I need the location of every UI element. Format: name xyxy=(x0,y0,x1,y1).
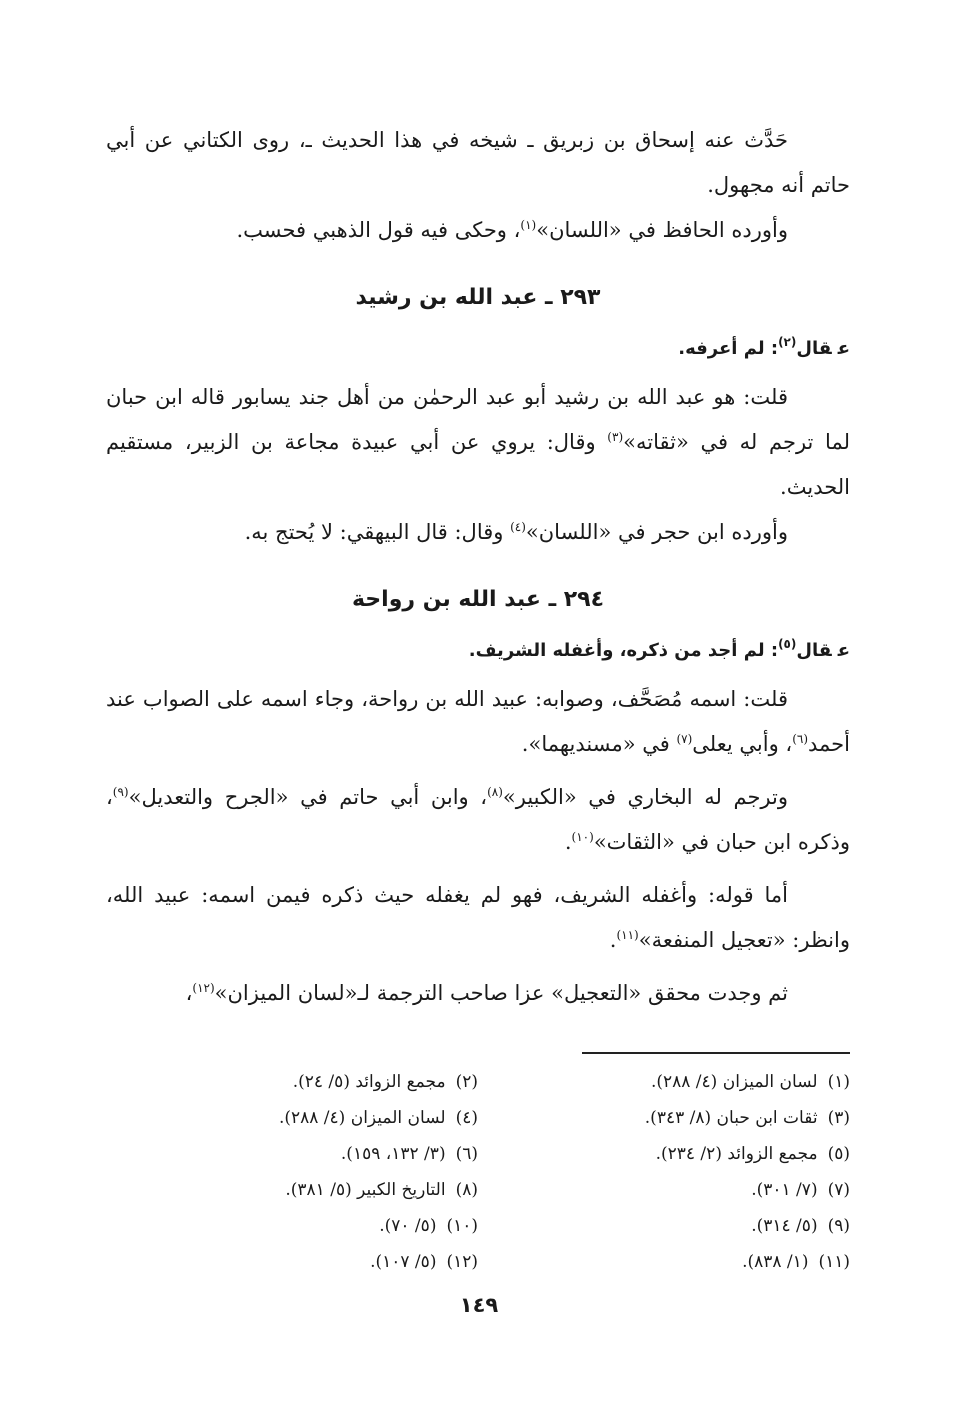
paragraph xyxy=(106,873,850,963)
footnote-ref[interactable]: (١٠) xyxy=(571,830,594,844)
footnote-text: ثقات ابن حبان (٨/ ٣٤٣). xyxy=(644,1108,818,1128)
paragraph xyxy=(106,971,850,1016)
paragraph-text: وأورده ابن حجر في «اللسان» xyxy=(525,520,788,544)
footnote-text: (٣/ ١٣٢، ١٥٩). xyxy=(340,1144,446,1164)
footnote-number: (٣) xyxy=(827,1108,850,1128)
footnote-ref[interactable]: (٩) xyxy=(112,785,129,799)
paragraph-text: قلت: اسمه مُصَحَّف، وصوابه: عبيد الله بن رواحة، وجاء اسمه على الصواب عند أحمد xyxy=(106,687,850,756)
paragraph xyxy=(106,510,850,555)
paragraph-text: ، وذكره ابن حبان في «الثقات» xyxy=(106,785,850,854)
quoted-statement xyxy=(106,329,850,369)
footnote-ref[interactable]: (١٢) xyxy=(192,981,215,995)
footnote-number: (٦) xyxy=(455,1144,478,1164)
footnote-number: (٢) xyxy=(455,1072,478,1092)
footnote-number: (١٠) xyxy=(446,1216,478,1236)
paragraph xyxy=(106,208,850,253)
footnotes xyxy=(106,1064,850,1280)
quote-symbol: ع xyxy=(837,338,850,359)
footnote xyxy=(106,1172,478,1208)
entry-heading-294: ٢٩٤ ـ عبد الله بن رواحة xyxy=(351,587,605,612)
footnote-text: لسان الميزان (٤/ ٢٨٨). xyxy=(650,1072,818,1092)
paragraph xyxy=(106,677,850,767)
footnote-number: (٧) xyxy=(827,1180,850,1200)
quote-symbol: ع xyxy=(837,640,850,661)
paragraph-text: . xyxy=(609,928,617,952)
paragraph-text: قلت: هو عبد الله بن رشيد أبو عبد الرحمٰن من أهل جند يسابور قاله ابن حبان لما ترجم له في «ثقاته» xyxy=(106,385,850,454)
paragraph-text: وترجم له البخاري في «الكبير» xyxy=(502,785,788,809)
footnote xyxy=(106,1064,478,1100)
quote-text: : لم أعرفه. xyxy=(678,338,779,359)
page-number: ١٤٩ xyxy=(459,1293,499,1317)
paragraph xyxy=(106,375,850,510)
paragraph-text: ، وحكى فيه قول الذهبي فحسب. xyxy=(236,218,521,242)
quote-prefix: قال xyxy=(796,338,832,359)
paragraph-text: أما قوله: وأغفله الشريف، فهو لم يغفله حيث ذكره فيمن اسمه: عبيد الله، وانظر: «تعجيل المنفعة» xyxy=(106,883,850,952)
footnote-ref[interactable]: (٧) xyxy=(676,732,693,746)
footnote-text: التاريخ الكبير (٥/ ٣٨١). xyxy=(285,1180,446,1200)
footnote xyxy=(478,1100,850,1136)
footnote xyxy=(478,1172,850,1208)
paragraph-text: ، وأبي يعلى xyxy=(692,732,793,756)
footnote xyxy=(106,1208,478,1244)
paragraph-text: ، xyxy=(185,981,193,1005)
footnote-ref[interactable]: (٣) xyxy=(607,430,624,444)
entry-heading-293: ٢٩٣ ـ عبد الله بن رشيد xyxy=(355,285,601,310)
footnote-ref[interactable]: (٢) xyxy=(778,335,797,349)
paragraph-text: . xyxy=(564,830,572,854)
quote-prefix: قال xyxy=(796,640,832,661)
paragraph xyxy=(106,118,850,208)
footnote-text: مجمع الزوائد (٥/ ٢٤). xyxy=(292,1072,446,1092)
footnote-text: (٧/ ٣٠١). xyxy=(751,1180,818,1200)
footnote-text: لسان الميزان (٤/ ٢٨٨). xyxy=(278,1108,446,1128)
footnote xyxy=(478,1064,850,1100)
paragraph-text: حَدَّث عنه إسحاق بن زبريق ـ شيخه في هذا الحديث ـ، روى الكتاني عن أبي حاتم أنه مجهول. xyxy=(106,128,850,197)
footnote-ref[interactable]: (٨) xyxy=(487,785,503,799)
footnote-number: (٩) xyxy=(827,1216,850,1236)
footnote-ref[interactable]: (١) xyxy=(520,218,537,232)
footnote-text: (٥/ ٧٠). xyxy=(379,1216,437,1236)
footnote-divider xyxy=(582,1052,850,1054)
paragraph-text: وقال: قال البيهقي: لا يُحتج به. xyxy=(244,520,511,544)
footnote xyxy=(106,1100,478,1136)
footnote-ref[interactable]: (٦) xyxy=(792,732,809,746)
footnote-number: (١) xyxy=(827,1072,850,1092)
paragraph-text: في «مسنديهما». xyxy=(521,732,677,756)
footnote xyxy=(106,1244,478,1280)
footnote xyxy=(106,1136,478,1172)
paragraph-text: وقال: يروي عن أبي عبيدة مجاعة بن الزبير، مستقيم الحديث. xyxy=(106,430,850,499)
footnote-text: (١/ ٨٣٨). xyxy=(742,1252,809,1272)
footnote-number: (١٢) xyxy=(446,1252,478,1272)
quoted-statement xyxy=(106,631,850,671)
footnote-text: (٥/ ١٠٧). xyxy=(370,1252,437,1272)
footnote xyxy=(478,1208,850,1244)
footnote-text: (٥/ ٣١٤). xyxy=(751,1216,818,1236)
footnote-number: (٤) xyxy=(455,1108,478,1128)
footnote-ref[interactable]: (١١) xyxy=(616,928,639,942)
footnote-number: (٨) xyxy=(455,1180,478,1200)
footnote-number: (٥) xyxy=(827,1144,850,1164)
footnote-ref[interactable]: (٥) xyxy=(778,637,797,651)
quote-text: : لم أجد من ذكره، وأغفله الشريف. xyxy=(468,640,779,661)
footnote xyxy=(478,1244,850,1280)
paragraph xyxy=(106,775,850,865)
paragraph-text: ، وابن أبي حاتم في «الجرح والتعديل» xyxy=(128,785,488,809)
footnote-ref[interactable]: (٤) xyxy=(510,520,526,534)
paragraph-text: ثم وجدت محقق «التعجيل» عزا صاحب الترجمة لـ«لسان الميزان» xyxy=(214,981,788,1005)
main-text xyxy=(106,118,850,1016)
footnote-text: مجمع الزوائد (٢/ ٢٣٤). xyxy=(655,1144,818,1164)
footnote xyxy=(478,1136,850,1172)
footnote-number: (١١) xyxy=(818,1252,850,1272)
paragraph-text: وأورده الحافظ في «اللسان» xyxy=(536,218,788,242)
